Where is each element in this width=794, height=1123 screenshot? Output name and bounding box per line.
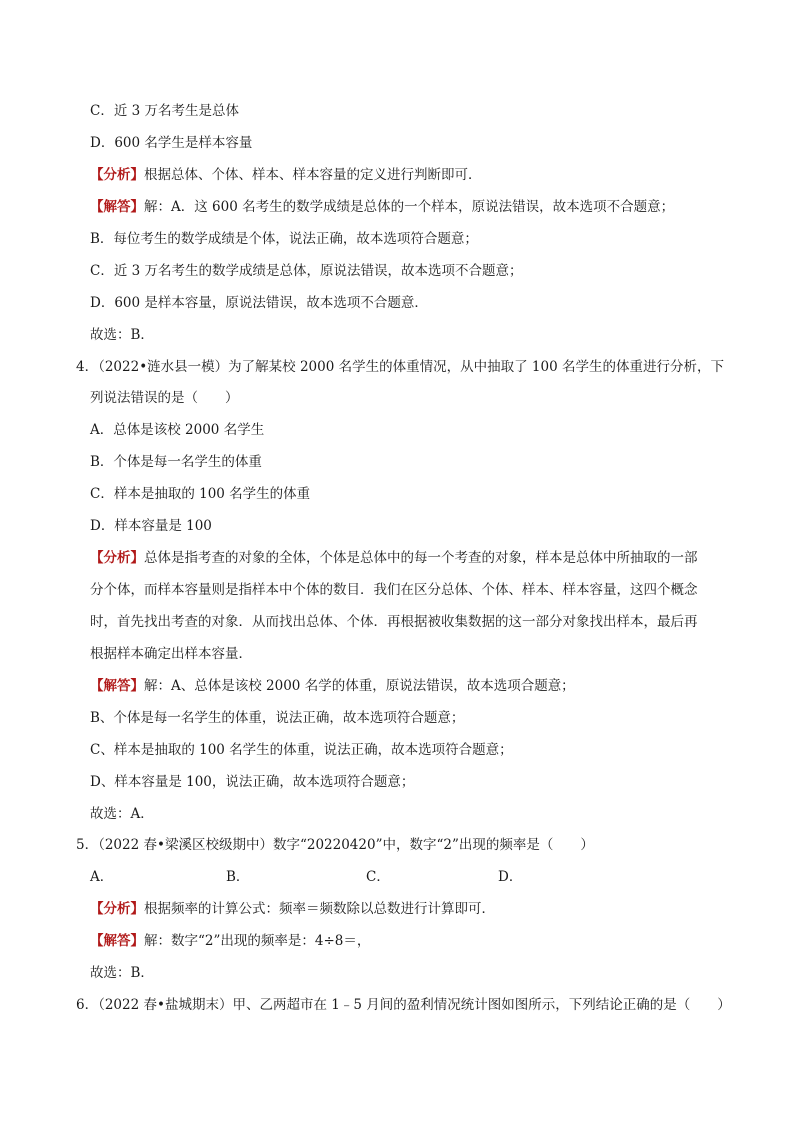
q5-option-b: B． xyxy=(226,869,250,885)
q4-analysis xyxy=(90,548,698,568)
q4-analysis-label: 【分析】 xyxy=(90,550,144,566)
answer-a: A．这 600 名考生的数学成绩是总体的一个样本，原说法错误，故本选项不合题意； xyxy=(171,199,675,215)
analysis-text: 根据总体、个体、样本、样本容量的定义进行判断即可． xyxy=(144,167,482,183)
analysis xyxy=(90,165,482,185)
choose-answer: 故选：B． xyxy=(90,327,154,343)
q4-answer-c: C、样本是抽取的 100 名学生的体重，说法正确，故本选项符合题意； xyxy=(90,742,513,758)
q4-option-a: A．总体是该校 2000 名学生 xyxy=(90,422,265,438)
q4-answer-a: A、总体是该校 2000 名学的体重，原说法错误，故本选项合题意； xyxy=(171,678,575,694)
q4-answer-b: B、个体是每一名学生的体重，说法正确，故本选项符合题意； xyxy=(90,710,465,726)
q4-answer-label: 【解答】 xyxy=(90,678,144,694)
q5-option-a: A． xyxy=(90,869,114,885)
answer-b: B．每位考生的数学成绩是个体，说法正确，故本选项符合题意； xyxy=(90,231,478,247)
q4-option-b: B．个体是每一名学生的体重 xyxy=(90,454,262,470)
q5-analysis-text: 根据频率的计算公式：频率＝频数除以总数进行计算即可． xyxy=(144,901,495,917)
q4-answer xyxy=(90,676,575,696)
option-c: C．近 3 万名考生是总体 xyxy=(90,103,240,119)
question-4-stem-cont: 列说法错误的是（ ） xyxy=(90,390,239,406)
q4-analysis-4: 根据样本确定出样本容量． xyxy=(90,646,252,662)
analysis-label: 【分析】 xyxy=(90,167,144,183)
q4-answer-intro: 解： xyxy=(144,678,171,694)
answer-d: D．600 是样本容量，原说法错误，故本选项不合题意． xyxy=(90,295,428,311)
q4-answer-d: D、样本容量是 100，说法正确，故本选项符合题意； xyxy=(90,774,415,790)
answer-c: C．近 3 万名考生的数学成绩是总体，原说法错误，故本选项不合题意； xyxy=(90,263,523,279)
q5-answer xyxy=(90,931,370,951)
q4-analysis-1: 总体是指考查的对象的全体，个体是总体中的每一个考查的对象，样本是总体中所抽取的一部 xyxy=(144,550,698,566)
question-4-stem: 4．（2022•涟水县一模）为了解某校 2000 名学生的体重情况，从中抽取了 100 名学生的体重进行分析，下 xyxy=(76,359,724,375)
q5-choose-answer: 故选：B． xyxy=(90,965,154,981)
q5-option-d: D． xyxy=(498,869,523,885)
q5-option-c: C． xyxy=(366,869,390,885)
q5-answer-label: 【解答】 xyxy=(90,933,144,949)
q5-analysis-label: 【分析】 xyxy=(90,901,144,917)
question-5-stem: 5．（2022 春•梁溪区校级期中）数字“20220420”中，数字“2”出现的频率是（ ） xyxy=(76,837,594,853)
q4-option-c: C．样本是抽取的 100 名学生的体重 xyxy=(90,486,311,502)
q4-analysis-2: 分个体，而样本容量则是指样本中个体的数目．我们在区分总体、个体、样本、样本容量，这四个概念 xyxy=(90,582,698,598)
answer xyxy=(90,197,674,217)
q4-option-d: D．样本容量是 100 xyxy=(90,518,212,534)
q5-answer-text: 解：数字“2”出现的频率是：4÷8＝， xyxy=(144,933,371,949)
q4-analysis-3: 时，首先找出考查的对象．从而找出总体、个体．再根据被收集数据的这一部分对象找出样本，最后再 xyxy=(90,614,698,630)
option-d: D．600 名学生是样本容量 xyxy=(90,135,253,151)
question-6-stem: 6．（2022 春•盐城期末）甲、乙两超市在 1﹣5 月间的盈利情况统计图如图所示，下列结论正确的是（ ） xyxy=(76,997,731,1013)
q4-choose-answer: 故选：A． xyxy=(90,806,154,822)
q5-analysis xyxy=(90,899,495,919)
answer-label: 【解答】 xyxy=(90,199,144,215)
answer-intro: 解： xyxy=(144,199,171,215)
